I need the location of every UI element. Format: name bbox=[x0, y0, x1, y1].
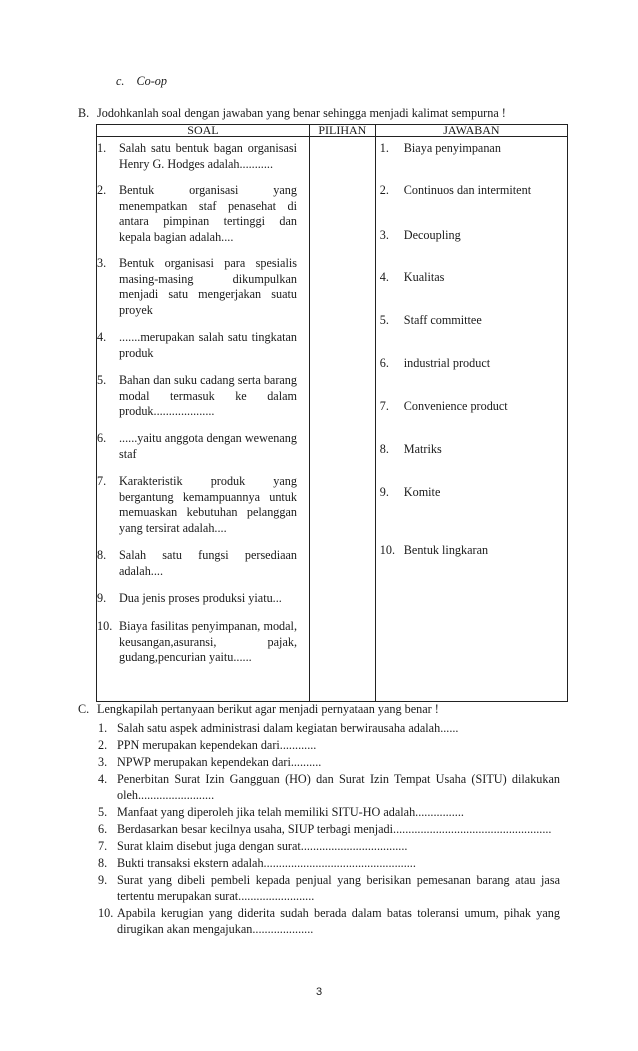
option-c-label: c. bbox=[116, 74, 125, 88]
answer-item bbox=[380, 485, 441, 500]
question-item bbox=[97, 591, 297, 607]
soal-column bbox=[97, 137, 310, 702]
section-c-letter: C. bbox=[78, 702, 90, 716]
answer-number: 1. bbox=[379, 141, 389, 155]
section-c-instruction: Lengkapilah pertanyaan berikut agar menjadi pernyataan yang benar ! bbox=[97, 702, 439, 716]
question-number: 2. bbox=[97, 183, 107, 197]
answer-item bbox=[380, 356, 490, 371]
question-item bbox=[97, 431, 297, 462]
list-item bbox=[98, 821, 560, 837]
question-text: Bahan dan suku cadang serta barang modal termasuk ke dalam produk.................... bbox=[119, 373, 297, 418]
item-text: PPN merupakan kependekan dari............ bbox=[117, 738, 317, 752]
item-text: NPWP merupakan kependekan dari.......... bbox=[117, 755, 322, 769]
item-text: Surat klaim disebut juga dengan surat................................... bbox=[117, 839, 408, 853]
item-text: Manfaat yang diperoleh jika telah memiliki SITU-HO adalah................ bbox=[117, 805, 464, 819]
question-item bbox=[97, 183, 297, 245]
jawaban-column bbox=[375, 137, 567, 702]
question-item bbox=[97, 548, 297, 579]
answer-item bbox=[380, 141, 501, 156]
question-number: 1. bbox=[97, 141, 107, 155]
item-text: Berdasarkan besar kecilnya usaha, SIUP terbagi menjadi.................................................... bbox=[117, 822, 552, 836]
answer-text: Decoupling bbox=[403, 228, 461, 242]
question-number: 9. bbox=[97, 591, 107, 605]
question-text: Biaya fasilitas penyimpanan, modal, keusangan,asuransi, pajak, gudang,pencurian yaitu...... bbox=[119, 619, 297, 664]
item-number: 2. bbox=[98, 738, 108, 752]
question-item bbox=[97, 256, 297, 318]
answer-text: Kualitas bbox=[403, 270, 445, 284]
answer-text: Continuos dan intermitent bbox=[403, 183, 532, 197]
answer-text: Matriks bbox=[403, 442, 442, 456]
answer-item bbox=[380, 442, 442, 457]
question-text: Karakteristik produk yang bergantung kemampuannya untuk memuaskan kebutuhan pelanggan yang tersirat adalah.... bbox=[119, 474, 297, 535]
question-item bbox=[97, 373, 297, 420]
answer-text: Bentuk lingkaran bbox=[403, 543, 489, 557]
page-number: 3 bbox=[315, 986, 323, 998]
answer-item bbox=[380, 270, 445, 285]
answer-item bbox=[380, 313, 482, 328]
section-b-letter: B. bbox=[78, 106, 90, 120]
question-item bbox=[97, 141, 297, 172]
list-item bbox=[98, 754, 560, 770]
item-text: Bukti transaksi ekstern adalah.................................................. bbox=[117, 856, 416, 870]
answer-number: 8. bbox=[379, 442, 389, 456]
list-item bbox=[98, 804, 560, 820]
question-number: 10. bbox=[97, 619, 113, 633]
list-item bbox=[98, 771, 560, 803]
list-item bbox=[98, 838, 560, 854]
item-number: 6. bbox=[98, 822, 108, 836]
answer-item bbox=[380, 228, 461, 243]
item-number: 1. bbox=[98, 721, 108, 735]
item-number: 8. bbox=[98, 856, 108, 870]
header-jawaban: JAWABAN bbox=[375, 125, 567, 137]
list-item bbox=[98, 855, 560, 871]
item-number: 3. bbox=[98, 755, 108, 769]
item-number: 5. bbox=[98, 805, 108, 819]
item-text: Penerbitan Surat Izin Gangguan (HO) dan Surat Izin Tempat Usaha (SITU) dilakukan oleh......................... bbox=[117, 772, 560, 802]
header-pilihan: PILIHAN bbox=[309, 125, 375, 137]
question-number: 4. bbox=[97, 330, 107, 344]
answer-number: 7. bbox=[379, 399, 389, 413]
answer-number: 4. bbox=[379, 270, 389, 284]
answer-number: 5. bbox=[379, 313, 389, 327]
question-text: Bentuk organisasi para spesialis masing-masing dikumpulkan menjadi satu mengerjakan suatu proyek bbox=[119, 256, 297, 317]
answer-text: Biaya penyimpanan bbox=[403, 141, 501, 155]
list-item bbox=[98, 872, 560, 904]
item-text: Salah satu aspek administrasi dalam kegiatan berwirausaha adalah...... bbox=[117, 721, 459, 735]
question-number: 7. bbox=[97, 474, 107, 488]
item-text: Apabila kerugian yang diderita sudah berada dalam batas toleransi umum, pihak yang dirugikan akan mengajukan.................... bbox=[117, 906, 560, 936]
answer-number: 9. bbox=[379, 485, 389, 499]
question-text: .......merupakan salah satu tingkatan produk bbox=[119, 330, 297, 360]
item-text: Surat yang dibeli pembeli kepada penjual yang berisikan pemesanan barang atau jasa tertentu merupakan surat......................... bbox=[117, 873, 560, 903]
question-number: 5. bbox=[97, 373, 107, 387]
section-c-list bbox=[98, 720, 560, 938]
question-text: Salah satu fungsi persediaan adalah.... bbox=[119, 548, 297, 578]
matching-table bbox=[96, 124, 568, 702]
answer-item bbox=[380, 543, 488, 558]
question-number: 6. bbox=[97, 431, 107, 445]
item-number: 7. bbox=[98, 839, 108, 853]
answer-number: 6. bbox=[379, 356, 389, 370]
answer-number: 2. bbox=[379, 183, 389, 197]
question-item bbox=[97, 619, 297, 666]
list-item bbox=[98, 720, 560, 736]
item-number: 9. bbox=[98, 873, 108, 887]
answer-text: Convenience product bbox=[403, 399, 508, 413]
question-number: 8. bbox=[97, 548, 107, 562]
question-text: ......yaitu anggota dengan wewenang staf bbox=[119, 431, 297, 461]
item-number: 10. bbox=[98, 906, 114, 920]
question-text: Salah satu bentuk bagan organisasi Henry G. Hodges adalah........... bbox=[119, 141, 297, 171]
answer-number: 10. bbox=[379, 543, 396, 557]
question-text: Bentuk organisasi yang menempatkan staf penasehat di antara pimpinan tertinggi dan kepala bagian adalah.... bbox=[119, 183, 297, 244]
pilihan-column bbox=[309, 137, 375, 702]
question-number: 3. bbox=[97, 256, 107, 270]
answer-text: Komite bbox=[403, 485, 441, 499]
option-c bbox=[116, 74, 167, 89]
question-text: Dua jenis proses produksi yiatu... bbox=[119, 591, 282, 605]
question-item bbox=[97, 330, 297, 361]
list-item bbox=[98, 737, 560, 753]
answer-text: industrial product bbox=[403, 356, 491, 370]
list-item bbox=[98, 905, 560, 937]
answer-text: Staff committee bbox=[403, 313, 482, 327]
answer-item bbox=[380, 183, 531, 198]
item-number: 4. bbox=[98, 772, 108, 786]
section-b-instruction: Jodohkanlah soal dengan jawaban yang benar sehingga menjadi kalimat sempurna ! bbox=[97, 106, 506, 120]
answer-number: 3. bbox=[379, 228, 389, 242]
header-soal: SOAL bbox=[97, 125, 310, 137]
option-c-text: Co-op bbox=[136, 74, 167, 88]
question-item bbox=[97, 474, 297, 536]
answer-item bbox=[380, 399, 508, 414]
